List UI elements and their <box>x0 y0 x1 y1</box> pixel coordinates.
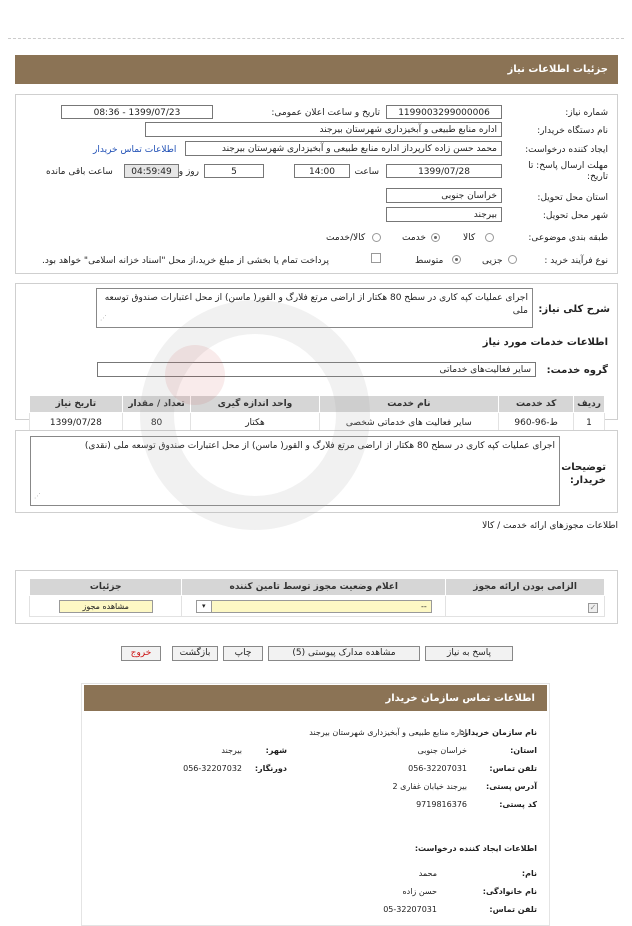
permit-required-checkbox: ✓ <box>589 603 597 612</box>
page-header <box>15 55 618 84</box>
col-unit: واحد اندازه گیری <box>191 396 319 413</box>
contact-card <box>81 683 550 926</box>
category-option-goods: کالا <box>463 233 476 243</box>
deadline-time-field: 14:00 <box>294 164 350 178</box>
remaining-label: ساعت باقی مانده <box>46 167 113 177</box>
province-label-contact: استان: <box>510 746 537 755</box>
cell-unit: هکتار <box>191 413 319 434</box>
buyer-contact-link[interactable]: اطلاعات تماس خریدار <box>93 145 177 155</box>
cell-qty: 80 <box>122 413 191 434</box>
process-label: نوع فرآیند خرید : <box>544 256 608 266</box>
contact-title: اطلاعات تماس سازمان خریدار <box>385 693 535 704</box>
buyer-notes-textarea <box>30 436 560 506</box>
fax-value: 056-32207032 <box>183 764 242 773</box>
cell-name: سایر فعالیت های خدماتی شخصی <box>319 413 499 434</box>
creator-label: ایجاد کننده درخواست: <box>525 145 608 155</box>
category-option-service: خدمت <box>402 233 426 243</box>
treasury-payment-checkbox[interactable] <box>371 253 381 263</box>
permit-status-select[interactable] <box>196 600 432 613</box>
category-radio-service[interactable] <box>431 233 440 242</box>
col-details: جزئیات <box>30 579 182 596</box>
buyer-field: اداره منابع طبیعی و آبخیزداری شهرستان بیرجند <box>145 122 502 137</box>
postal-label: کد پستی: <box>499 800 537 809</box>
permits-table-header <box>30 579 605 596</box>
reply-button[interactable]: پاسخ به نیاز <box>425 646 513 661</box>
fax-label: دورنگار: <box>254 764 287 773</box>
need-number-label: شماره نیاز: <box>565 108 608 118</box>
province-value-contact: خراسان جنوبی <box>417 746 467 755</box>
permits-title: اطلاعات مجوزهای ارائه خدمت / کالا <box>482 521 618 531</box>
phone-label: تلفن تماس: <box>489 764 537 773</box>
creator-phone-label: تلفن تماس: <box>489 905 537 914</box>
city-value-contact: بیرجند <box>221 746 242 755</box>
process-radio-minor[interactable] <box>508 255 517 264</box>
service-group-field: سایر فعالیت‌های خدماتی <box>97 362 536 377</box>
city-label: شهر محل تحویل: <box>542 211 608 221</box>
creator-field: محمد حسن زاده کارپرداز اداره منابع طبیعی و آبخیزداری شهرستان بیرجند <box>185 141 502 156</box>
exit-button[interactable]: خروج <box>121 646 161 661</box>
province-field: خراسان جنوبی <box>386 188 502 203</box>
back-button[interactable]: بازگشت <box>172 646 218 661</box>
cell-code: ط-96-960 <box>499 413 574 434</box>
name-label: نام: <box>521 869 537 878</box>
services-table <box>29 395 605 434</box>
top-divider <box>8 38 624 39</box>
page-title: جزئیات اطلاعات نیاز <box>507 64 608 75</box>
permit-status-value: -- <box>421 601 427 611</box>
resize-grip-icon[interactable]: ⋰ <box>34 492 41 500</box>
remaining-field: 04:59:49 <box>124 164 179 178</box>
days-field: 5 <box>204 164 264 178</box>
services-heading: اطلاعات خدمات مورد نیاز <box>482 337 608 348</box>
creator-section-title: اطلاعات ایجاد کننده درخواست: <box>414 844 537 853</box>
need-info-panel <box>15 94 618 274</box>
category-label: طبقه بندی موضوعی: <box>528 233 608 243</box>
announce-label: تاریخ و ساعت اعلان عمومی: <box>271 108 380 118</box>
col-status: اعلام وضعیت مجوز توسط تامین کننده <box>182 579 446 596</box>
deadline-date-field: 1399/07/28 <box>386 164 502 178</box>
buyer-notes-label: توضیحات خریدار: <box>561 462 606 486</box>
category-radio-goods-service[interactable] <box>372 233 381 242</box>
city-field: بیرجند <box>386 207 502 222</box>
col-row: ردیف <box>574 396 605 413</box>
chevron-down-icon[interactable]: ▾ <box>197 601 212 612</box>
cell-date: 1399/07/28 <box>30 413 123 434</box>
summary-label: شرح کلی نیاز: <box>538 304 610 315</box>
table-row <box>30 596 605 617</box>
services-table-header <box>30 396 605 413</box>
process-option-minor: جزیی <box>482 256 503 266</box>
resize-grip-icon[interactable]: ⋰ <box>100 314 107 322</box>
province-label: استان محل تحویل: <box>537 193 608 203</box>
col-date: تاریخ نیاز <box>30 396 123 413</box>
permits-table <box>29 578 605 617</box>
city-label-contact: شهر: <box>265 746 287 755</box>
need-number-field: 1199003299000006 <box>386 105 502 119</box>
process-option-medium: متوسط <box>415 256 444 266</box>
cell-row: 1 <box>574 413 605 434</box>
treasury-payment-note: پرداخت تمام یا بخشی از مبلغ خرید،از محل "اسناد خزانه اسلامی" خواهد بود. <box>42 256 330 266</box>
announce-field: 1399/07/23 - 08:36 <box>61 105 213 119</box>
category-radio-goods[interactable] <box>485 233 494 242</box>
family-label: نام خانوادگی: <box>482 887 537 896</box>
contact-card-header <box>84 685 547 711</box>
days-label: روز و <box>178 167 199 177</box>
address-label: آدرس پستی: <box>486 782 537 791</box>
process-radio-medium[interactable] <box>452 255 461 264</box>
family-value: حسن زاده <box>402 887 437 896</box>
name-value: محمد <box>418 869 437 878</box>
postal-value: 9719816376 <box>416 800 467 809</box>
org-value: اداره منابع طبیعی و آبخیزداری شهرستان بیرجند <box>309 728 467 737</box>
summary-textarea <box>96 288 533 328</box>
buyer-label: نام دستگاه خریدار: <box>537 126 608 136</box>
service-group-label: گروه خدمت: <box>546 365 608 376</box>
col-name: نام خدمت <box>319 396 499 413</box>
print-button[interactable]: چاپ <box>223 646 263 661</box>
deadline-label: مهلت ارسال پاسخ: تا تاریخ: <box>528 161 608 182</box>
summary-text: اجرای عملیات کپه کاری در سطح 80 هکتار از اراضی مرتع فلارگ و القور( ماسن) از محل اعتبارات صندوق توسعه ملی <box>104 293 528 316</box>
col-required: الزامی بودن ارائه مجوز <box>446 579 605 596</box>
view-attachments-button[interactable]: مشاهده مدارک پیوستی (5) <box>268 646 420 661</box>
org-label: نام سازمان خریدار: <box>460 728 537 737</box>
col-code: کد خدمت <box>499 396 574 413</box>
phone-value: 056-32207031 <box>408 764 467 773</box>
category-option-goods-service: کالا/خدمت <box>326 233 366 243</box>
buyer-notes-text: اجرای عملیات کپه کاری در سطح 80 هکتار از اراضی مرتع فلارگ و القور( ماسن) از محل اعتبارات صندوق توسعه ملی (نقدی) <box>84 441 555 451</box>
creator-phone-value: 05-32207031 <box>383 905 437 914</box>
col-qty: تعداد / مقدار <box>122 396 191 413</box>
view-permit-button[interactable]: مشاهده مجوز <box>59 600 153 613</box>
address-value: بیرجند خیابان غفاری 2 <box>392 782 467 791</box>
deadline-time-label: ساعت <box>354 167 379 177</box>
